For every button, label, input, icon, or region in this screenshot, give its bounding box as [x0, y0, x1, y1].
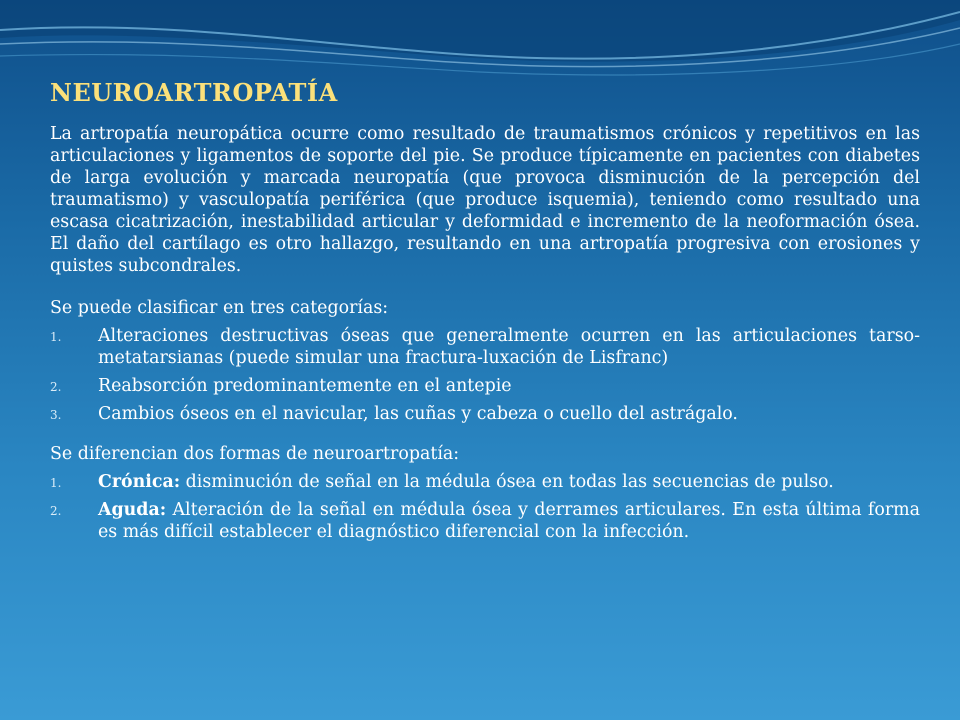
slide-content — [50, 78, 920, 561]
forms-lead: Se diferencian dos formas de neuroartropatía: — [50, 444, 460, 464]
categories-lead: Se puede clasificar en tres categorías: — [50, 298, 389, 318]
form-label: Aguda: — [98, 500, 167, 520]
list-number: 3. — [50, 408, 62, 422]
categories-list — [50, 325, 920, 425]
list-item — [50, 325, 920, 369]
forms-list — [50, 471, 920, 543]
list-item — [50, 375, 920, 397]
list-item-text: Alteración de la señal en médula ósea y derrames articulares. En esta última forma es más difícil establecer el diagnóstico diferencial con la infección. — [98, 500, 920, 542]
list-item — [50, 471, 920, 493]
list-item-text: disminución de señal en la médula ósea en todas las secuencias de pulso. — [180, 472, 834, 492]
form-label: Crónica: — [98, 472, 181, 492]
list-number: 2. — [50, 504, 62, 518]
list-number: 1. — [50, 330, 62, 344]
list-number: 2. — [50, 380, 62, 394]
list-item — [50, 499, 920, 543]
list-item-text: Cambios óseos en el navicular, las cuñas y cabeza o cuello del astrágalo. — [98, 404, 738, 424]
list-item — [50, 403, 920, 425]
list-item-text: Alteraciones destructivas óseas que generalmente ocurren en las articulaciones tarso-metatarsianas (puede simular una fractura-luxación de Lisfranc) — [98, 326, 920, 368]
slide-title: NEUROARTROPATÍA — [50, 78, 338, 107]
intro-paragraph: La artropatía neuropática ocurre como resultado de traumatismos crónicos y repetitivos en las articulaciones y ligamentos de soporte del pie. Se produce típicamente en pacientes con diabetes de larga evolución y marcada neuropatía (que provoca disminución de la percepción del traumatismo) y vasculopatía periférica (que produce isquemia), teniendo como resultado una escasa cicatrización, inestabilidad articular y deformidad e incremento de la neoformación ósea. El daño del cartílago es otro hallazgo, resultando en una artropatía progresiva con erosiones y quistes subcondrales. — [50, 124, 920, 276]
list-item-text: Reabsorción predominantemente en el antepie — [98, 376, 512, 396]
list-number: 1. — [50, 476, 62, 490]
